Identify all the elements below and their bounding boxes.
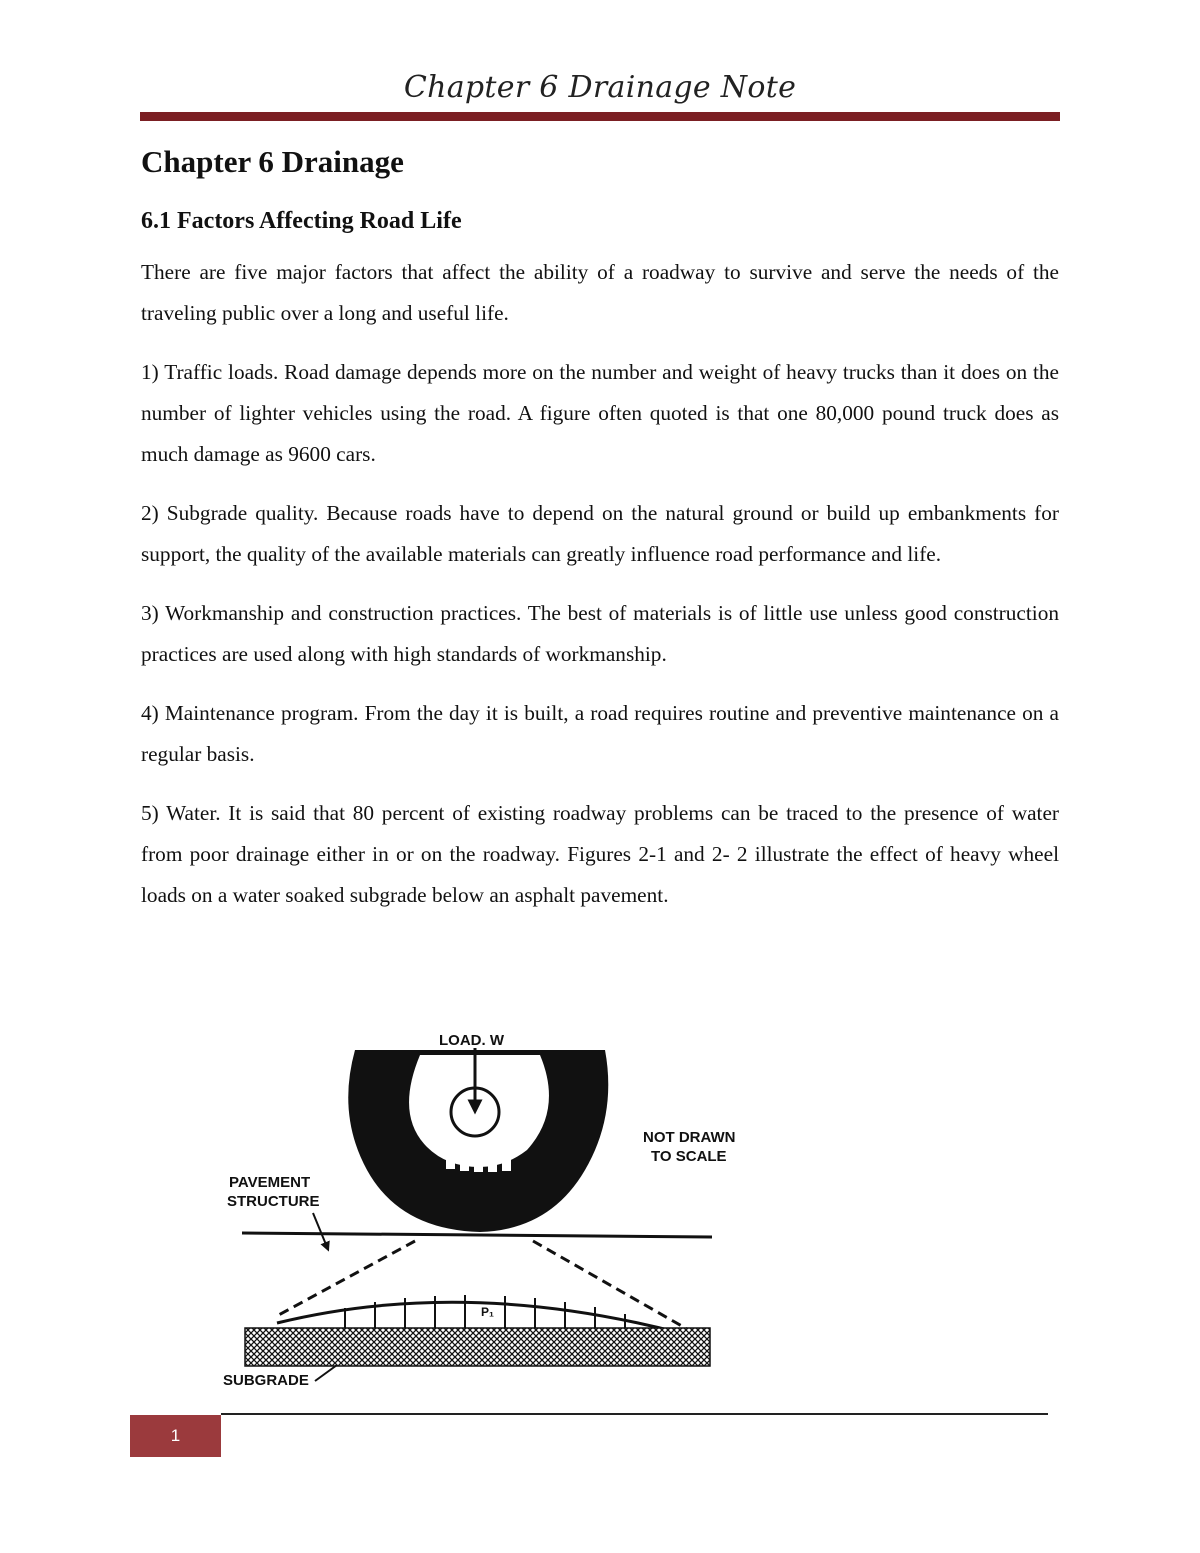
factor-water: 5) Water. It is said that 80 percent of existing roadway problems can be traced to the presence of water from poor drainage either in or on the roadway. Figures 2-1 and 2- 2 illustrate the effect of heavy wheel loads on a water soaked subgrade below an asphalt pavement. [141,801,1059,907]
chapter-title: Chapter 6 Drainage [141,144,404,179]
wheel-load-figure [215,1015,795,1395]
factor-maintenance: 4) Maintenance program. From the day it is built, a road requires routine and preventive maintenance on a regular basis. [141,701,1059,766]
wheel-load-diagram [215,1015,795,1395]
pavement-surface [242,1233,712,1237]
factor-subgrade-quality: 2) Subgrade quality. Because roads have to depend on the natural ground or build up embankments for support, the quality of the available materials can greatly influence road performance and life. [141,501,1059,566]
pressure-label: P₁ [481,1305,494,1319]
scale-note-line2: TO SCALE [651,1148,727,1165]
pavement-label-line2: STRUCTURE [227,1193,320,1210]
running-header: Chapter 6 Drainage Note [403,70,797,105]
load-spread-right [533,1241,687,1329]
factor-workmanship: 3) Workmanship and construction practices. The best of materials is of little use unless good construction practices are used along with high standards of workmanship. [141,601,1059,666]
intro-paragraph: There are five major factors that affect the ability of a roadway to survive and serve the needs of the traveling public over a long and useful life. [141,260,1059,325]
factor-traffic-loads: 1) Traffic loads. Road damage depends more on the number and weight of heavy trucks than it does on the number of lighter vehicles using the road. A figure often quoted is that one 80,000 pound truck does as much damage as 9600 cars. [141,360,1059,466]
subgrade-leader [315,1365,337,1381]
subgrade-label: SUBGRADE [223,1372,309,1389]
subgrade-band [245,1328,710,1366]
scale-note-line1: NOT DRAWN [643,1129,736,1146]
pavement-label-line1: PAVEMENT [229,1174,311,1191]
section-title: 6.1 Factors Affecting Road Life [141,208,462,234]
header-rule [140,112,1060,121]
pavement-leader [313,1213,327,1247]
load-label: LOAD. W [439,1032,504,1049]
page-number: 1 [130,1415,221,1457]
document-body [141,140,1059,916]
footer-rule [221,1413,1048,1415]
